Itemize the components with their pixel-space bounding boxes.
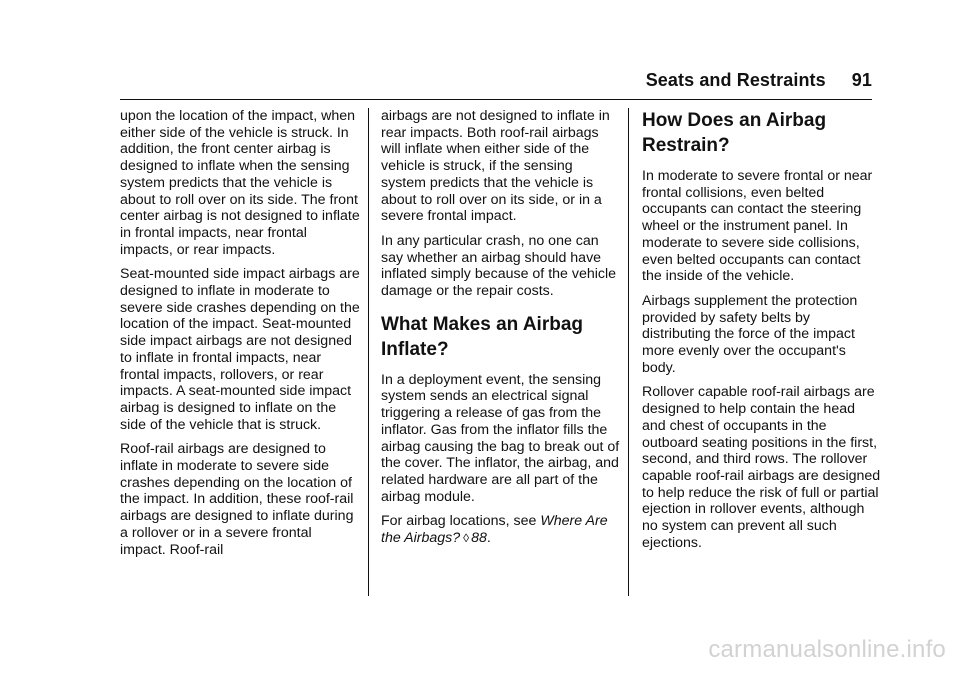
paragraph: Rollover capable roof-rail airbags are designed to help contain the head and chest of occupants in the outboard seating positions in the first, second, and third rows. The rollover capable roof-rail airbags are designed to help reduce the risk of full or partial ejection in rollover events, although no system can prevent all such ejections. <box>642 384 881 551</box>
paragraph: Roof-rail airbags are designed to inflate in moderate to severe side crashes depending on the location of the impact. In addition, these roof-rail airbags are designed to inflate during a rollover or in a severe frontal impact. Roof-rail <box>120 441 354 558</box>
paragraph: airbags are not designed to inflate in rear impacts. Both roof-rail airbags will inflate when either side of the vehicle is struck, if the sensing system predicts that the vehicle is about to roll over on its side, or in a severe frontal impact. <box>381 108 610 225</box>
sentence: Seat-mounted side impact airbags are not designed to inflate in frontal impacts, near frontal impacts, rollovers, or rear impacts. <box>120 316 352 400</box>
column-divider <box>628 108 629 596</box>
column-1 <box>120 108 360 566</box>
column-2 <box>381 108 621 555</box>
page-number: 91 <box>851 70 872 90</box>
column-divider <box>368 108 369 596</box>
page-header <box>646 70 872 91</box>
header-rule <box>120 99 872 100</box>
paragraph <box>120 266 360 433</box>
cross-reference-link[interactable]: Where Are the Airbags? <box>381 513 608 547</box>
page-reference[interactable]: 88 <box>471 530 487 547</box>
text: . <box>486 530 491 547</box>
sentence: A seat-mounted side impact airbag is designed to inflate on the side of the vehicle that is struck. <box>120 383 352 433</box>
paragraph <box>381 513 621 546</box>
page-reference-icon: ◊ <box>463 531 470 546</box>
column-3 <box>642 108 882 559</box>
section-title: Seats and Restraints <box>645 70 826 90</box>
watermark: carmanualsonline.info <box>708 636 946 663</box>
paragraph: In moderate to severe frontal or near frontal collisions, even belted occupants can contact the steering wheel or the instrument panel. In moderate to severe side collisions, even belted occupants can contact the inside of the vehicle. <box>642 168 873 285</box>
paragraph: In a deployment event, the sensing system sends an electrical signal triggering a release of gas from the inflator. Gas from the inflator fills the airbag causing the bag to break out of the cover. The inflator, the airbag, and related hardware are all part of the airbag module. <box>381 371 620 505</box>
paragraph: In any particular crash, no one can say whether an airbag should have inflated simply because of the vehicle damage or the repair costs. <box>381 232 617 300</box>
sentence: Seat-mounted side impact airbags are designed to inflate in moderate to severe side crashes depending on the location of the impact. <box>120 266 360 333</box>
paragraph: upon the location of the impact, when either side of the vehicle is struck. In addition, the front center airbag is designed to inflate when the sensing system predicts that the vehicle is about to roll over on its side. The front center airbag is not designed to inflate in frontal impacts, near frontal impacts, or rear impacts. <box>120 108 360 258</box>
section-heading: How Does an Airbag Restrain? <box>642 110 827 156</box>
section-heading: What Makes an Airbag Inflate? <box>381 313 584 360</box>
text: For airbag locations, see <box>381 513 541 530</box>
paragraph: Airbags supplement the protection provided by safety belts by distributing the force of the impact more evenly over the occupant's body. <box>642 292 858 376</box>
